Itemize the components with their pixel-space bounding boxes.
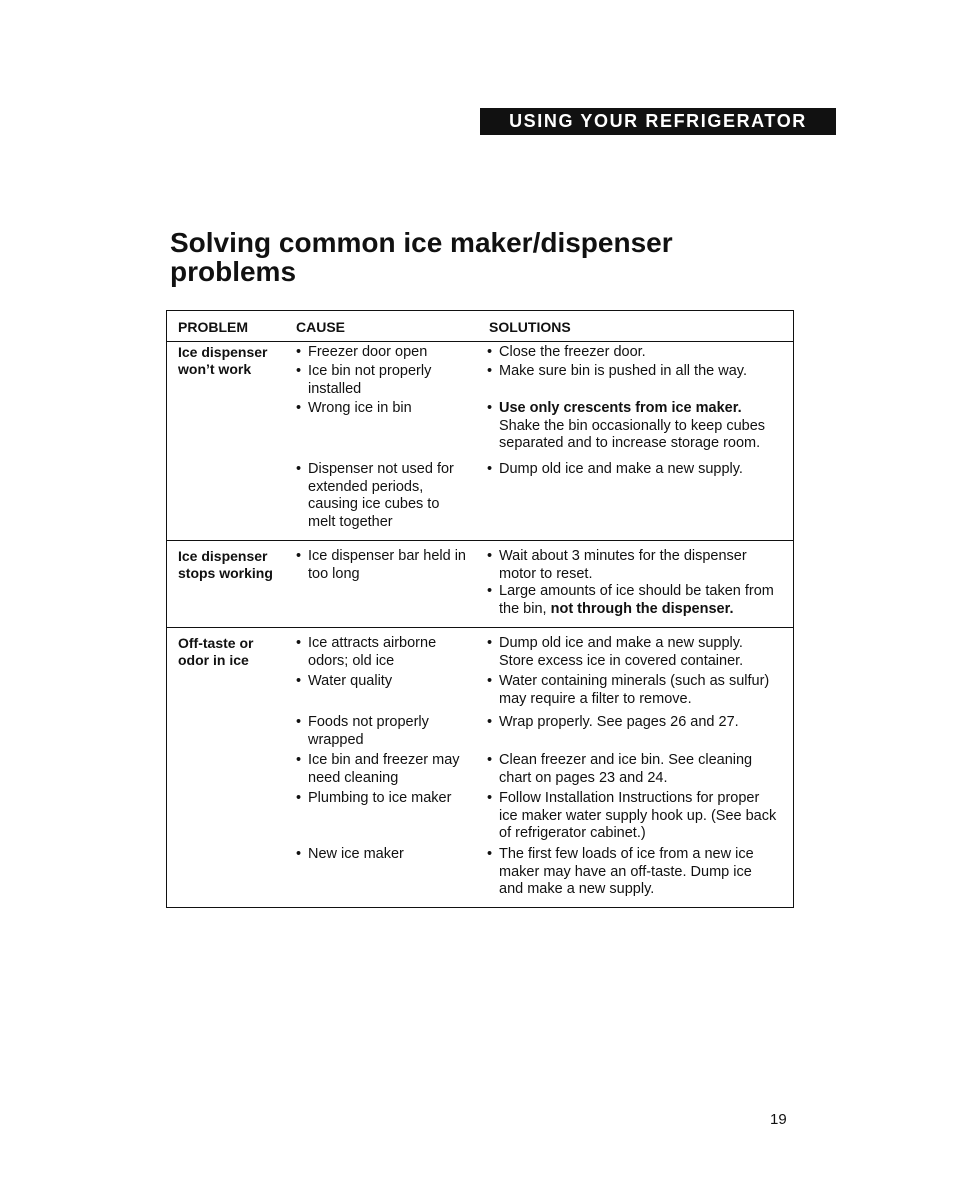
solution-item: • Follow Installation Instructions for proper ice maker water supply hook up. (See back of refrigerator cabinet.) — [487, 790, 777, 841]
solution-item: • Wait about 3 minutes for the dispenser motor to reset. — [487, 548, 747, 582]
bullet: • — [487, 673, 493, 689]
bullet: • — [487, 344, 493, 360]
problem-label: Ice dispenser won’t work — [178, 344, 268, 377]
bullet: • — [296, 461, 302, 477]
bullet: • — [296, 752, 302, 768]
solution-item: • Clean freezer and ice bin. See cleaning chart on pages 23 and 24. — [487, 752, 753, 786]
cause-item: • Wrong ice in bin — [296, 400, 412, 416]
solution-item: • Water containing minerals (such as sulfur) may require a filter to remove. — [487, 673, 770, 707]
bullet: • — [296, 846, 302, 862]
troubleshooting-table — [166, 310, 794, 908]
bullet: • — [296, 714, 302, 730]
bullet: • — [296, 635, 302, 651]
bullet: • — [487, 752, 493, 768]
bullet: • — [487, 583, 493, 599]
bullet: • — [487, 363, 493, 379]
problem-label: Ice dispenser stops working — [178, 548, 273, 581]
table-row — [167, 541, 793, 628]
solution-item: • The first few loads of ice from a new ice maker may have an off-taste. Dump ice and make a new supply. — [487, 846, 754, 897]
cause-item: • Ice attracts airborne odors; old ice — [296, 635, 437, 669]
solution-emphasis: Use only crescents from ice maker. — [499, 400, 742, 416]
bullet: • — [487, 635, 493, 651]
section-banner: USING YOUR REFRIGERATOR — [480, 108, 836, 135]
cause-item: • Water quality — [296, 673, 393, 689]
solution-item: • Wrap properly. See pages 26 and 27. — [487, 714, 739, 730]
solution-item: • Make sure bin is pushed in all the way. — [487, 363, 747, 379]
cause-item: • Ice bin not properly installed — [296, 363, 432, 397]
bullet: • — [487, 846, 493, 862]
solution-item: • Large amounts of ice should be taken from the bin, not through the dispenser. — [487, 583, 774, 617]
cause-item: • Plumbing to ice maker — [296, 790, 452, 806]
bullet: • — [296, 673, 302, 689]
page-title: Solving common ice maker/dispenser problems — [170, 227, 673, 287]
bullet: • — [487, 548, 493, 564]
bullet: • — [296, 363, 302, 379]
bullet: • — [296, 548, 302, 564]
bullet: • — [296, 400, 302, 416]
bullet: • — [487, 400, 493, 416]
bullet: • — [296, 790, 302, 806]
problem-label: Off-taste or odor in ice — [178, 635, 254, 668]
solution-item: • Dump old ice and make a new supply. — [487, 461, 743, 477]
cause-item: • Foods not properly wrapped — [296, 714, 429, 748]
cause-item: • New ice maker — [296, 846, 404, 862]
cause-item: • Ice dispenser bar held in too long — [296, 548, 466, 582]
header-cause: CAUSE — [296, 319, 346, 335]
header-solutions: SOLUTIONS — [489, 319, 571, 335]
bullet: • — [487, 461, 493, 477]
table-row — [167, 342, 793, 541]
table-row — [167, 628, 793, 907]
bullet: • — [487, 790, 493, 806]
solution-emphasis: not through the dispenser. — [550, 600, 734, 617]
cause-item: • Freezer door open — [296, 344, 428, 360]
solution-item: • Use only crescents from ice maker. Shake the bin occasionally to keep cubes separated and to increase storage room. — [487, 400, 766, 451]
solution-item: • Close the freezer door. — [487, 344, 646, 360]
table-header-row — [167, 311, 793, 342]
header-problem: PROBLEM — [178, 319, 248, 335]
bullet: • — [296, 344, 302, 360]
cause-item: • Ice bin and freezer may need cleaning — [296, 752, 460, 786]
solution-item: • Dump old ice and make a new supply. Store excess ice in covered container. — [487, 635, 744, 669]
page-number: 19 — [770, 1111, 787, 1128]
cause-item: • Dispenser not used for extended periods, causing ice cubes to melt together — [296, 461, 454, 530]
bullet: • — [487, 714, 493, 730]
